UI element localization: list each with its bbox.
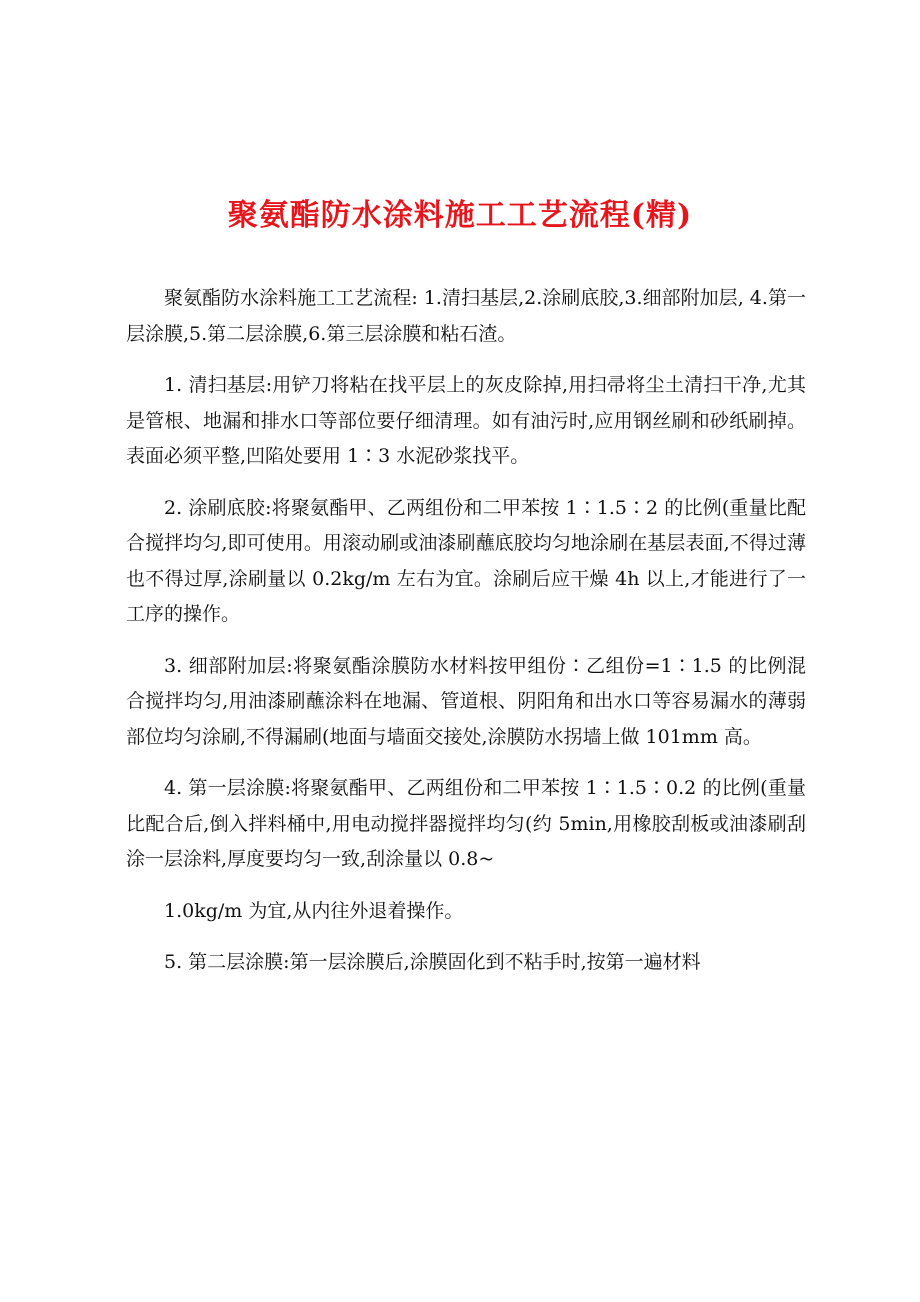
paragraph-step-2-primer: 2. 涂刷底胶:将聚氨酯甲、乙两组份和二甲苯按 1∶1.5∶2 的比例(重量比配合搅拌均匀,即可使用。用滚动刷或油漆刷蘸底胶均匀地涂刷在基层表面,不得过薄也不得过厚,涂刷量以 0.2kg/m 左右为宜。涂刷后应干燥 4h 以上,才能进行了一工序的操作。 bbox=[126, 496, 806, 625]
paragraph-step-1-clean-base: 1. 清扫基层:用铲刀将粘在找平层上的灰皮除掉,用扫帚将尘土清扫干净,尤其是管根、地漏和排水口等部位要仔细清理。如有油污时,应用钢丝刷和砂纸刷掉。表面必须平整,凹陷处要用 1∶3 水泥砂浆找平。 bbox=[126, 374, 806, 467]
paragraph-step-5-second-coat: 5. 第二层涂膜:第一层涂膜后,涂膜固化到不粘手时,按第一遍材料 bbox=[164, 951, 701, 973]
paragraph-step-4-continued: 1.0kg/m 为宜,从内往外退着操作。 bbox=[164, 899, 464, 922]
document-title: 聚氨酯防水涂料施工工艺流程(精) bbox=[227, 198, 693, 233]
document-body bbox=[126, 281, 806, 997]
paragraph-intro: 聚氨酯防水涂料施工工艺流程: 1.清扫基层,2.涂刷底胶,3.细部附加层, 4.第一层涂膜,5.第二层涂膜,6.第三层涂膜和粘石渣。 bbox=[126, 287, 806, 345]
paragraph-step-3-detail-layer: 3. 细部附加层:将聚氨酯涂膜防水材料按甲组份∶乙组份=1∶1.5 的比例混合搅拌均匀,用油漆刷蘸涂料在地漏、管道根、阴阳角和出水口等容易漏水的薄弱部位均匀涂刷,不得漏刷(地面与墙面交接处,涂膜防水拐墙上做 101mm 高。 bbox=[126, 654, 806, 748]
paragraph-step-4-first-coat: 4. 第一层涂膜:将聚氨酯甲、乙两组份和二甲苯按 1∶1.5∶0.2 的比例(重量比配合后,倒入拌料桶中,用电动搅拌器搅拌均匀(约 5min,用橡胶刮板或油漆刷刮涂一层涂料,厚度要均匀一致,刮涂量以 0.8~ bbox=[126, 777, 806, 870]
